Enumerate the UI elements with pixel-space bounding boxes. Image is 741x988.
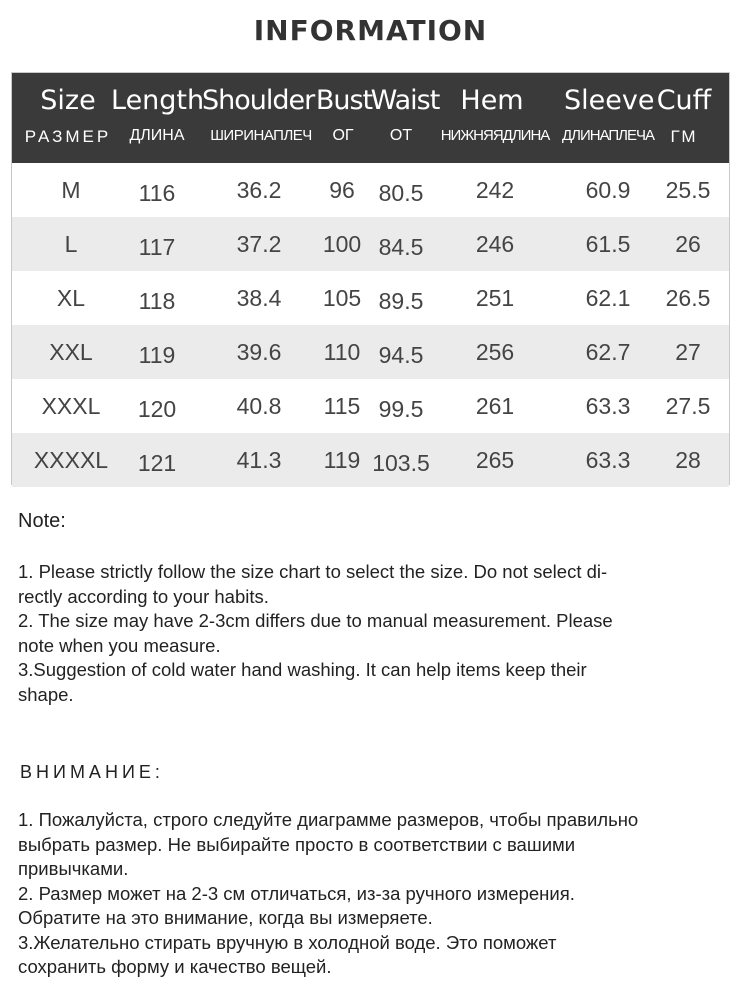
cell-length: 118 bbox=[138, 288, 176, 314]
cell-size: XL bbox=[56, 285, 86, 311]
table-row bbox=[12, 271, 729, 325]
cell-shoulder: 36.2 bbox=[236, 177, 282, 203]
cell-hem: 251 bbox=[475, 285, 515, 311]
cell-bust: 115 bbox=[323, 393, 361, 419]
note-text bbox=[18, 560, 613, 707]
warning-line: выбрать размер. Не выбирайте просто в соответствии с вашими bbox=[18, 833, 576, 855]
note-line: rectly according to your habits. bbox=[18, 585, 269, 607]
warning-text bbox=[18, 808, 638, 980]
header-bust-ru: ОГ bbox=[332, 127, 354, 144]
cell-size: L bbox=[64, 231, 78, 257]
cell-bust: 105 bbox=[322, 285, 362, 311]
cell-sleeve: 62.1 bbox=[585, 285, 631, 311]
header-cuff: Cuff bbox=[656, 85, 712, 116]
header-size-ru: РАЗМЕР bbox=[24, 127, 112, 146]
header-hem-ru: НИЖНЯЯДЛИНА bbox=[440, 127, 550, 144]
note-line: 2. The size may have 2-3cm differs due to manual measurement. Please bbox=[18, 610, 613, 631]
warning-line: привычками. bbox=[18, 858, 129, 879]
cell-shoulder: 41.3 bbox=[236, 447, 282, 473]
table-row bbox=[12, 433, 729, 487]
header-length: Length bbox=[111, 85, 205, 116]
cell-cuff: 25.5 bbox=[665, 177, 711, 203]
cell-cuff: 28 bbox=[675, 447, 701, 473]
cell-length: 116 bbox=[138, 180, 176, 206]
page-title: INFORMATION bbox=[253, 14, 488, 47]
cell-bust: 110 bbox=[323, 339, 361, 365]
header-bust: Bust bbox=[315, 85, 373, 116]
cell-size: XXL bbox=[49, 339, 93, 365]
warning-line: 3.Желательно стирать вручную в холодной воде. Это поможет bbox=[18, 931, 557, 953]
cell-cuff: 26 bbox=[675, 231, 701, 257]
table-row bbox=[12, 379, 729, 433]
note-line: note when you measure. bbox=[18, 634, 221, 656]
header-waist-ru: ОТ bbox=[389, 127, 413, 144]
cell-sleeve: 63.3 bbox=[585, 447, 631, 473]
header-sleeve-ru: ДЛИНАПЛЕЧА bbox=[561, 127, 655, 144]
cell-bust: 119 bbox=[323, 447, 361, 473]
cell-sleeve: 61.5 bbox=[585, 231, 631, 257]
cell-size: XXXL bbox=[41, 393, 101, 419]
note-line: 1. Please strictly follow the size chart to select the size. Do not select di- bbox=[18, 561, 608, 582]
cell-waist: 80.5 bbox=[378, 180, 424, 206]
cell-hem: 256 bbox=[475, 339, 515, 365]
cell-hem: 242 bbox=[475, 177, 515, 203]
cell-cuff: 26.5 bbox=[665, 285, 711, 311]
cell-waist: 99.5 bbox=[378, 396, 424, 422]
header-hem: Hem bbox=[460, 85, 524, 116]
cell-hem: 265 bbox=[475, 447, 515, 473]
header-size: Size bbox=[40, 85, 96, 116]
cell-waist: 103.5 bbox=[372, 450, 430, 476]
warning-line: сохранить форму и качество вещей. bbox=[18, 956, 332, 977]
cell-size: M bbox=[61, 177, 81, 203]
header-shoulder: Shoulder bbox=[202, 85, 315, 116]
cell-length: 119 bbox=[138, 342, 176, 368]
table-row bbox=[12, 325, 729, 379]
table-row bbox=[12, 217, 729, 271]
cell-shoulder: 40.8 bbox=[236, 393, 282, 419]
cell-length: 117 bbox=[138, 234, 176, 260]
cell-cuff: 27 bbox=[675, 339, 701, 365]
cell-waist: 94.5 bbox=[378, 342, 424, 368]
cell-hem: 246 bbox=[475, 231, 515, 257]
cell-bust: 100 bbox=[322, 231, 362, 257]
header-shoulder-ru: ШИРИНАПЛЕЧ bbox=[210, 127, 312, 144]
table-header bbox=[12, 73, 729, 163]
note-line: 3.Suggestion of cold water hand washing. It can help items keep their bbox=[18, 659, 587, 680]
cell-cuff: 27.5 bbox=[665, 393, 711, 419]
cell-shoulder: 39.6 bbox=[236, 339, 282, 365]
warning-title: ВНИМАНИЕ: bbox=[20, 762, 164, 782]
cell-size: XXXXL bbox=[33, 447, 109, 473]
note-title: Note: bbox=[18, 510, 66, 532]
size-chart-table bbox=[11, 72, 730, 485]
cell-waist: 89.5 bbox=[378, 288, 424, 314]
warning-line: Обратите на это внимание, когда вы измеряете. bbox=[18, 907, 433, 928]
cell-sleeve: 62.7 bbox=[585, 339, 631, 365]
cell-sleeve: 63.3 bbox=[585, 393, 631, 419]
cell-hem: 261 bbox=[475, 393, 515, 419]
cell-shoulder: 37.2 bbox=[236, 231, 282, 257]
header-waist: Waist bbox=[370, 85, 440, 116]
table-row bbox=[12, 163, 729, 217]
header-sleeve: Sleeve bbox=[564, 85, 655, 116]
header-cuff-ru: ГМ bbox=[670, 127, 698, 146]
cell-waist: 84.5 bbox=[378, 234, 424, 260]
warning-line: 2. Размер может на 2-3 см отличаться, из-за ручного измерения. bbox=[18, 882, 575, 904]
cell-length: 120 bbox=[137, 396, 177, 422]
cell-shoulder: 38.4 bbox=[236, 285, 282, 311]
warning-line: 1. Пожалуйста, строго следуйте диаграмме размеров, чтобы правильно bbox=[18, 809, 639, 830]
cell-length: 121 bbox=[137, 450, 177, 476]
cell-bust: 96 bbox=[329, 177, 355, 203]
header-length-ru: ДЛИНА bbox=[129, 127, 185, 144]
cell-sleeve: 60.9 bbox=[585, 177, 631, 203]
note-line: shape. bbox=[18, 683, 74, 705]
